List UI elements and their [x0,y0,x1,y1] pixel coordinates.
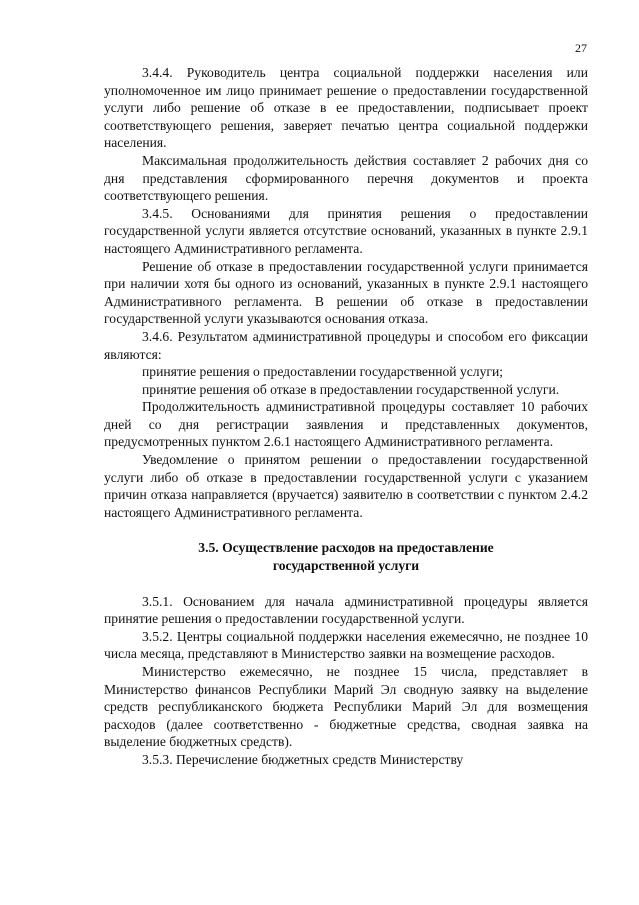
paragraph-max-duration: Максимальная продолжительность действия составляет 2 рабочих дня со дня представления сформированного перечня документов и проекта соответствующего решения. [104,152,588,204]
section-heading-3-5 [104,539,588,574]
heading-line-2: государственной услуги [272,558,420,574]
paragraph-3-4-4: 3.4.4. Руководитель центра социальной поддержки населения или уполномоченное им лицо принимает решение о предоставлении государственной услуги либо решение об отказе в ее предоставлении, подписывает проект соответствующего решения, заверяет печатью центра социальной поддержки населения. [104,65,588,151]
document-body [104,64,588,769]
paragraph-3-5-1: 3.5.1. Основанием для начала административной процедуры является принятие решения о предоставлении государственной услуги. [104,593,588,627]
page-number: 27 [575,41,587,55]
paragraph-3-4-5: 3.4.5. Основаниями для принятия решения о предоставлении государственной услуги является отсутствие оснований, указанных в пункте 2.9.1 настоящего Административного регламента. [104,205,588,256]
heading-line-1: 3.5. Осуществление расходов на предоставление [198,540,494,556]
paragraph-3-5-3: 3.5.3. Перечисление бюджетных средств Министерству [142,751,464,767]
paragraph-result-refusal: принятие решения об отказе в предоставлении государственной услуги. [142,381,560,397]
paragraph-notification: Уведомление о принятом решении о предоставлении государственной услуги либо об отказе в предоставлении государственной услуги с указанием причин отказа направляется (вручается) заявителю в соответствии с пунктом 2.4.2 настоящего Административного регламента. [104,452,588,520]
paragraph-procedure-duration: Продолжительность административной процедуры составляет 10 рабочих дней со дня регистрации заявления и представленных документов, предусмотренных пунктом 2.6.1 настоящего Административного регламента. [104,399,588,450]
paragraph-3-4-6: 3.4.6. Результатом административной процедуры и способом его фиксации являются: [104,328,588,362]
paragraph-result-grant: принятие решения о предоставлении государственной услуги; [142,364,503,380]
paragraph-ministry-monthly: Министерство ежемесячно, не позднее 15 числа, представляет в Министерство финансов Республики Марий Эл сводную заявку на выделение средств республиканского бюджета Республики Марий Эл для возмещения расходов (далее соответственно - бюджетные средства, сводная заявка на выделение бюджетных средств). [104,664,588,750]
paragraph-refusal-decision: Решение об отказе в предоставлении государственной услуги принимается при наличии хотя бы одного из оснований, указанных в пункте 2.9.1 настоящего Административного регламента. В решении об отказе в предоставлении государственной услуги указываются основания отказа. [104,258,588,327]
paragraph-3-5-2: 3.5.2. Центры социальной поддержки населения ежемесячно, не позднее 10 числа месяца, представляют в Министерство заявки на возмещение расходов. [104,628,588,662]
